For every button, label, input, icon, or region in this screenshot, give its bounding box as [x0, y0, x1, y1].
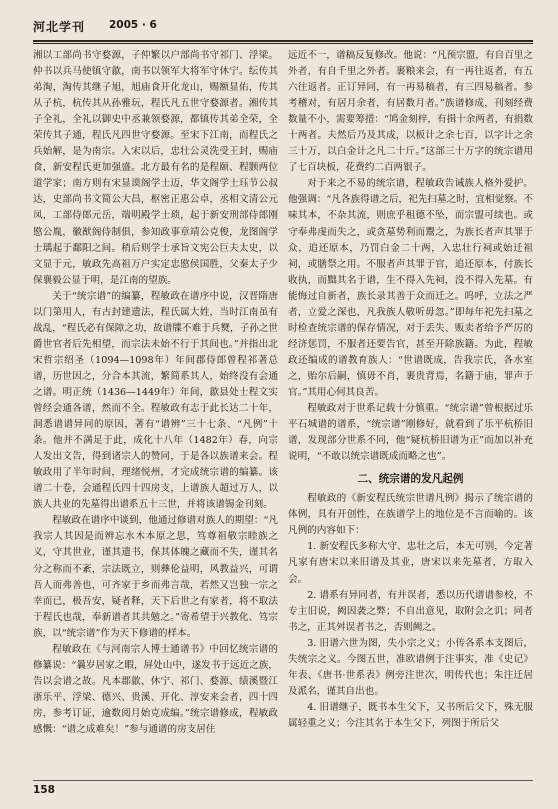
journal-title: 河北学刊 — [33, 20, 86, 34]
footer-rule — [33, 780, 533, 781]
page-number: 158 — [33, 784, 55, 796]
paragraph: 程敏政在谱序中谈到，他通过修谱对族人的期望：“凡我宗人其因是而辨忘水木本原之思，笃尊祖敬宗睦族之义，守其世业，谨其遗书，保其体魄之藏而不失，谨其名分之称而不紊，宗法既立，则彝伦益明，风教益兴，可谓吾人而弗善也，可齐家于乡而弗言哉，若然又岂独一宗之幸而已，极吾安，疑者释，天下后世之有家者，将不取法于程氏也哉，奉新谱者其共勉之。”寄希望于兴教化、笃宗族，以“统宗谱”作为天下修谱的样本。 — [33, 515, 278, 639]
paragraph-text: 程敏政在《与河南宗人博士通谱书》中回忆统宗谱的修纂说：“曩岁居家之暇，屏处山中，遂发书于远近之族，告以会谱之故。凡本郡歙、休宁、祁门、婺源、绩溪暨江浙乐平、浮梁、德兴、贵溪、开化、淳安来会者，四十四房，参考订证，逾数阅月始克成编。” — [33, 643, 278, 719]
left-column — [33, 48, 278, 738]
paragraph: 对于来之不易的统宗谱，程敏政告诫族人格外爱护。他强调：“凡各族得谱之后，祀先扫墓之时，宜相觉察。不味其本，不杂其流，则庶乎租德不坠，而宗盟可续也。或守奉弗虔而失之，或贪墓势利而鬻之，为族长者声其罪于众，追还原本，乃罚白金二十两，入忠壮行祠或始迁祖祠，或膳祭之用。不服者声其罪于官，追还原本，付族长收执，而黜其名于谱，生不得入先祠，没不得入先墓。有能悔过自新者，族长录其善于众而迁之。呜呼，立法之严者，立爱之深也，凡我族人敬听毋忽。”即每年祀先扫墓之时检查统宗谱的保存情况，对于丢失、贩卖者给予严厉的经济惩罚，不服者还要告官，甚至开除族籍。为此，程敏政还编成的谱教育族人：“世谱既成，告我宗氏，各水室之，贻尔后嗣，慎毋不肖，裹贵背焉，名籍于庙，罪声于官。”其用心何其良苦。 — [288, 178, 533, 398]
list-item: 1. 新安程氏多称大守、忠壮之后，本无可别，今定著凡家有唐宋以来旧谱及其业，唐宋以来先墓者，方取入会。 — [288, 541, 533, 585]
paragraph: 关于“统宗谱”的编纂，程敏政在谱序中说，汉晋隋唐以门第用人，有古封建遗法，程氏属大姓，当时江南虽有战乱，“程氏必有保障之功，故谱牒不难于兵燹，子孙之世爵世官者后先相望，而宗法未始不行于其间也。”并指出北宋哲宗绍圣（1094—1098年）年间郡侍郎曾程祁著总谱，历世因之，分合本其流，繁简系其人，始终没有会通之谱。明正统（1436—1449年）年间，歙县处士程文实曾经会通各谱，然而不全。程敏政有志于此长达二十年，洞悉谱谱异同的原因，著有“谱辨”三十七条、“凡例”十条。他并不满足于此，成化十八年（1482年）春，向宗人发出文告，得到诸宗人的赞同，于是各以族谱来会。程敏政用了半年时间，理绪悦州，才完成统宗谱的编纂。该谱二十卷，会通程氏四十四房支，上谱族人超过万人，以族人共业的先墓得出谱系五十三世，并将该谱锡金刊刻。 — [33, 290, 278, 511]
header-rule — [33, 40, 533, 42]
issue-number: 2005 · 6 — [109, 19, 157, 31]
list-item: 4. 旧谱继子，既书本生父下，又书所后父下，殊无服属轻重之义；今注其名于本生父下，列图于所后父 — [288, 701, 533, 729]
paragraph: 程敏政的《新安程氏统宗世谱凡例》揭示了统宗谱的体例，具有开创性，在族谱学上的地位是不言而喻的。该凡例的内容如下： — [288, 493, 533, 537]
paragraph: 远近不一，谱稿反复修改。他说：“凡预宗盟，有自百里之外者，有自千里之外者。裹粮来会，有一再往返者，有五六往返者。正订异同，有一再易稿者，有三四易稿者。参考稽对，有居月余者，有居数月者。”族谱修成，刊刻经费数量不小，需要筹措：“鸠金刻梓，有揖十余两者，有捐数十两者。夫然后乃及其成，以板计之余七百，以字计之余三十万，以白金计之凡二十斤。”这部三十万字的统宗谱用了七百块板，花费约二百两银子。 — [288, 50, 533, 174]
right-column — [288, 48, 533, 732]
section-heading: 二、统宗谱的发凡起例 — [357, 473, 464, 486]
paragraph-text: 统宗谱修成，程敏政感慨：“谱之成难矣！”参与通谱的房支居住 — [33, 707, 279, 735]
running-header — [33, 16, 533, 38]
list-item: 3. 旧谱六世为图，失小宗之义；小传各系本支图后，失统宗之义。今图五世，准欧谱例于注事实，准《史记》年表、《唐书·世系表》例旁注世次，明传代也；朱注迁居及派名，谨其自出也。 — [288, 637, 533, 697]
list-item: 2. 谱系有异同者，有并误者，悉以历代谱谱参校，不专主旧说，阙因袭之弊；不自出意见，取附会之讥；同者书之，正其舛误者书之，否则阙之。 — [288, 589, 533, 633]
paragraph: 程敏政对于世系记载十分慎重。“统宗谱”曾根据过乐平石城谱的谱系，“统宗谱”刚修好，就看到了乐平杭桥旧谱，发现部分世系不同，他“疑杭桥旧谱为正”而加以补充说明，“不敢以统宗谱既成而略之也”。 — [288, 403, 533, 463]
paragraph — [33, 642, 278, 738]
header-rule-thin — [33, 43, 533, 44]
paragraph: 湘以工部尚书守婺源，子仲繁以户部尚书守祁门、浮梁。仲书以兵马使镇守歙，南书以领军大将军守休宁。纭传其弟淘，淘传其继子旭，旭庙食开化龙山，赐额显佑，传其从子杭，杭传其从孙雅玩，程氏凡五世守婺源者。湘传其子全礼，全礼以御史中丞兼领婺源，都镇传其弟全荣，全荣传其子通，程氏凡四世守婺源。至宋下江南，而程氏之兵始解，是为南宗。入宋以后，忠壮公灵洗受王封，赐庙食，新安程氏更加强盛。北方最有名的是程颐、程颢两位道学家；南方则有宋显谟阁学士迈，华文阁学士珏节公叔达，史部尚书文简公大昌，枢密正惠公卓，丞相文清公元凤，工部侍郎元岳，端明殿学士琐，起于新安刑部侍郎刚愍公胤，徽猷阁侍制俱，参知政事章靖公克俊，龙图阁学士瑀起于鄱阳之间。稍后则学士承旨文宪公巨夫太史，以文显于元，敏政先高祖万户实定忠愍侯国胜，父秦太子少保襄毅公显于明，是江南的望族。 — [33, 50, 278, 286]
